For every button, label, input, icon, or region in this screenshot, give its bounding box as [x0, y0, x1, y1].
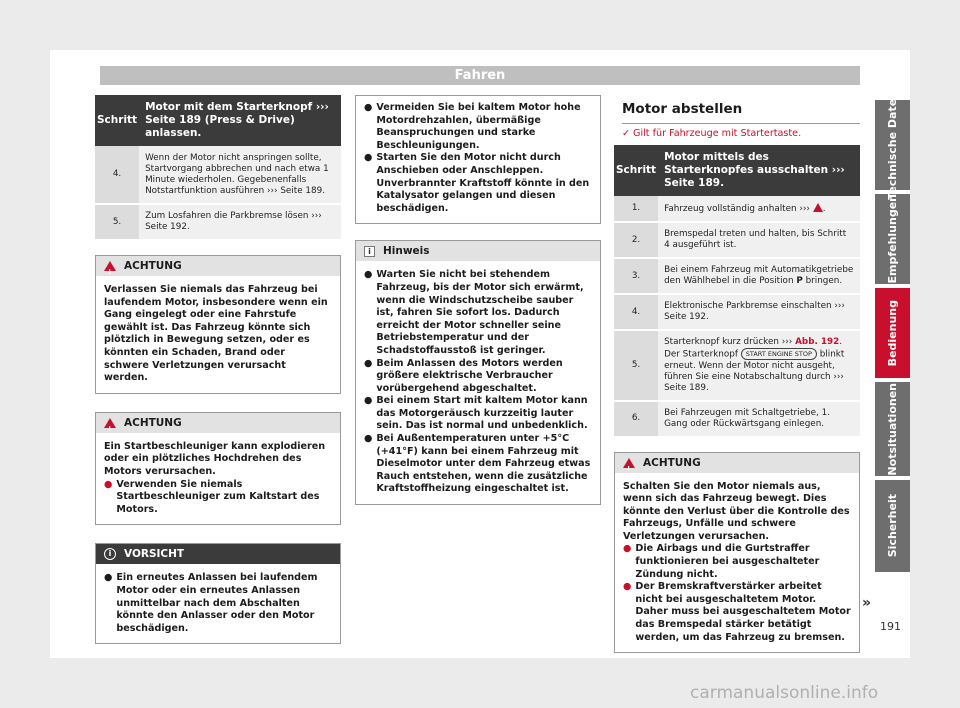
table-row: [614, 330, 860, 401]
step-text: Bei Fahrzeugen mit Schaltgetriebe, 1. Gang oder Rückwärtsgang einlegen.: [658, 401, 860, 437]
step-text-bold: P: [796, 276, 803, 286]
achtung-body: [615, 473, 859, 653]
tab-label: Empfehlungen: [886, 194, 899, 284]
achtung-text: Ein Startbeschleuniger kann explodieren oder ein plötzliches Hochdrehen des Motors verursachen.: [104, 440, 326, 477]
achtung-box-3: [614, 452, 860, 654]
bullet-item: [364, 152, 592, 215]
achtung-title: ACHTUNG: [124, 416, 182, 429]
step-text-part: bringen.: [802, 276, 843, 286]
hinweis-title: Hinweis: [383, 245, 430, 258]
step-number: 4.: [95, 146, 139, 204]
table-row: [95, 146, 341, 204]
step-text: Bremspedal treten und halten, bis Schritt 4 ausgeführt ist.: [658, 222, 860, 258]
tab-label: Bedienung: [886, 299, 899, 367]
vorsicht-header: [96, 544, 340, 564]
tab-label: Technische Daten: [886, 90, 899, 200]
achtung-body: [96, 433, 340, 525]
achtung-title: ACHTUNG: [124, 260, 182, 272]
achtung-body: [96, 276, 340, 393]
vorsicht-continued-body: [356, 96, 600, 223]
applies-text: Gilt für Fahrzeuge mit Startertaste.: [633, 128, 802, 139]
table-head-action: Motor mittels des Starterknopfes ausschalten ››› Seite 189.: [658, 145, 860, 196]
page-number: 191: [880, 620, 901, 633]
table-row: [614, 401, 860, 437]
bullet-item: [364, 269, 592, 357]
start-engine-stop-key-icon: START ENGINE STOP: [741, 348, 817, 360]
bullet-text: Ein erneutes Anlassen bei laufendem Motor oder ein erneutes Anlassen unmittelbar nach dem Abschalten könnte den Anlasser oder den Motor beschädigen.: [116, 572, 318, 634]
bullet-dot-icon: ●: [364, 102, 373, 113]
bullet-item: [364, 358, 592, 396]
achtung-box-2: [95, 412, 341, 526]
step-text-part: Fahrzeug vollständig anhalten ›››: [664, 204, 810, 214]
table-row: [614, 222, 860, 258]
watermark: carmanualsonline.info: [690, 683, 879, 703]
step-number: 1.: [614, 196, 658, 222]
step-number: 3.: [614, 258, 658, 294]
tab-sicherheit[interactable]: [875, 480, 910, 572]
section-title: Motor abstellen: [622, 101, 860, 124]
tab-label: Sicherheit: [886, 494, 899, 558]
warning-icon: [623, 458, 635, 468]
bullet-text: Starten Sie den Motor nicht durch Anschieben oder Anschleppen. Unverbrannter Kraftstoff könnte in den Katalysator gelangen und diesen beschädigen.: [376, 152, 590, 214]
table-row: [614, 258, 860, 294]
table-row: [95, 204, 341, 240]
achtung-title: ACHTUNG: [643, 456, 701, 469]
step-text: Wenn der Motor nicht anspringen sollte, Startvorgang abbrechen und nach etwa 1 Minute wiederholen. Gegebenenfalls Notstartfunktion ausführen ››› Seite 189.: [139, 146, 341, 204]
step-number: 6.: [614, 401, 658, 437]
bullet-item: [364, 102, 592, 152]
bullet-item: [623, 581, 851, 644]
achtung-header: [96, 413, 340, 433]
step-number: 4.: [614, 294, 658, 330]
table-head-step: Schritt: [95, 95, 139, 146]
bullet-text: Warten Sie nicht bei stehendem Fahrzeug, bis der Motor sich erwärmt, wenn die Windschutzscheibe sauber ist, fahren Sie sofort los. Dadurch erreicht der Motor schneller seine Betriebstemperatur und der Schadstoffausstoß ist geringer.: [376, 269, 584, 356]
page-header: Fahren: [100, 66, 860, 85]
column-2: [355, 95, 601, 505]
step-text-part: Starterknopf kurz drücken ›››: [664, 337, 796, 347]
table-row: [614, 196, 860, 222]
bullet-dot-icon: ●: [623, 543, 632, 555]
info-circle-icon: i: [104, 548, 116, 560]
step-text: Fahrzeug vollständig anhalten ››› .: [658, 196, 860, 222]
vorsicht-box: [95, 543, 341, 644]
steps-table-start: [95, 95, 341, 241]
table-row: [614, 294, 860, 330]
check-icon: ✓: [622, 128, 631, 139]
hinweis-header: [356, 241, 600, 261]
step-text: Elektronische Parkbremse einschalten ››› Seite 192.: [658, 294, 860, 330]
info-icon: i: [364, 246, 375, 257]
bullet-dot-icon: ●: [104, 478, 113, 490]
bullet-dot-icon: ●: [364, 269, 373, 281]
warning-icon: [104, 418, 116, 428]
step-text: Zum Losfahren die Parkbremse lösen ››› Seite 192.: [139, 204, 341, 240]
bullet-text: Verwenden Sie niemals Startbeschleuniger zum Kaltstart des Motors.: [116, 478, 320, 515]
achtung-header: [96, 256, 340, 276]
bullet-text: Die Airbags und die Gurtstraffer funktionieren bei ausgeschalteter Zündung nicht.: [635, 543, 820, 580]
warning-icon: [104, 261, 116, 271]
bullet-dot-icon: ●: [364, 152, 373, 164]
tab-label: Notsituationen: [886, 382, 899, 476]
tab-notsituationen[interactable]: [875, 382, 910, 476]
tab-technische-daten[interactable]: [875, 90, 910, 200]
bullet-item: [364, 395, 592, 433]
bullet-dot-icon: ●: [104, 572, 113, 584]
step-number: 5.: [614, 330, 658, 401]
bullet-text: Bei Außentemperaturen unter +5°C (+41°F) kann bei einem Fahrzeug mit Dieselmotor unter dem Fahrzeug etwas Rauch entstehen, wenn die zusätzliche Kraftstoffheizung eingeschaltet ist.: [376, 433, 591, 495]
step-text: [658, 258, 860, 294]
table-head-step: Schritt: [614, 145, 658, 196]
achtung-text: Schalten Sie den Motor niemals aus, wenn sich das Fahrzeug bewegt. Dies könnte den Verlust über die Kontrolle des Fahrzeugs, Unfälle und schwere Verletzungen verursachen.: [623, 480, 850, 542]
column-1: [95, 95, 341, 644]
step-text-part: . Der Starterknopf: [664, 337, 843, 360]
step-number: 5.: [95, 204, 139, 240]
warning-icon: [813, 203, 823, 212]
bullet-item: [623, 543, 851, 581]
side-tabs: [875, 90, 910, 576]
achtung-box-1: [95, 255, 341, 394]
step-text: [658, 330, 860, 401]
table-head-action: Motor mit dem Starterknopf ››› Seite 189 (Press & Drive) anlassen.: [139, 95, 341, 146]
step-text-part: Bei einem Fahrzeug mit Automatikgetriebe den Wählhebel in die Position: [664, 265, 854, 286]
bullet-item: [364, 433, 592, 496]
tab-bedienung[interactable]: [875, 288, 910, 378]
bullet-dot-icon: ●: [364, 433, 373, 445]
vorsicht-title: VORSICHT: [124, 548, 185, 561]
bullet-item: [104, 479, 332, 517]
figure-link[interactable]: Abb. 192: [795, 337, 840, 347]
vorsicht-body: [96, 564, 340, 643]
bullet-text: Bei einem Start mit kaltem Motor kann das Motorgeräusch kurzzeitig lauter sein. Das ist normal und unbedenklich.: [376, 395, 588, 432]
step-number: 2.: [614, 222, 658, 258]
column-3: [614, 95, 860, 653]
bullet-text: Der Bremskraftverstärker arbeitet nicht bei ausgeschaltetem Motor. Daher muss bei ausgeschaltetem Motor das Bremspedal stärker betätigt werden, um das Fahrzeug zu bremsen.: [635, 581, 851, 643]
achtung-header: [615, 453, 859, 473]
hinweis-box: [355, 240, 601, 505]
bullet-text: Beim Anlassen des Motors werden größere elektrische Verbraucher vorübergehend abgeschaltet.: [376, 357, 563, 394]
tab-empfehlungen[interactable]: [875, 194, 910, 284]
step-text-part: blinkt erneut. Wenn der Motor nicht ausgeht, führen Sie eine Notabschaltung durch ››› Seite 189.: [664, 349, 845, 393]
applies-note: [622, 128, 860, 139]
hinweis-body: [356, 261, 600, 504]
bullet-item: [104, 572, 332, 635]
bullet-dot-icon: ●: [364, 395, 373, 407]
steps-table-stop: [614, 145, 860, 438]
achtung-text: Verlassen Sie niemals das Fahrzeug bei laufendem Motor, insbesondere wenn ein Gang eingelegt oder eine Fahrstufe gewählt ist. Das Fahrzeug könnte sich plötzlich in Bewegung setzen, oder es könnten ein Schaden, Brand oder schwere Verletzungen verursacht werden.: [104, 284, 328, 384]
bullet-dot-icon: ●: [623, 581, 632, 593]
vorsicht-continued-box: [355, 95, 601, 224]
bullet-text: Vermeiden Sie bei kaltem Motor hohe Motordrehzahlen, übermäßige Beanspruchungen und starke Beschleunigungen.: [376, 102, 581, 151]
continue-mark: »: [862, 595, 872, 611]
bullet-dot-icon: ●: [364, 357, 373, 369]
